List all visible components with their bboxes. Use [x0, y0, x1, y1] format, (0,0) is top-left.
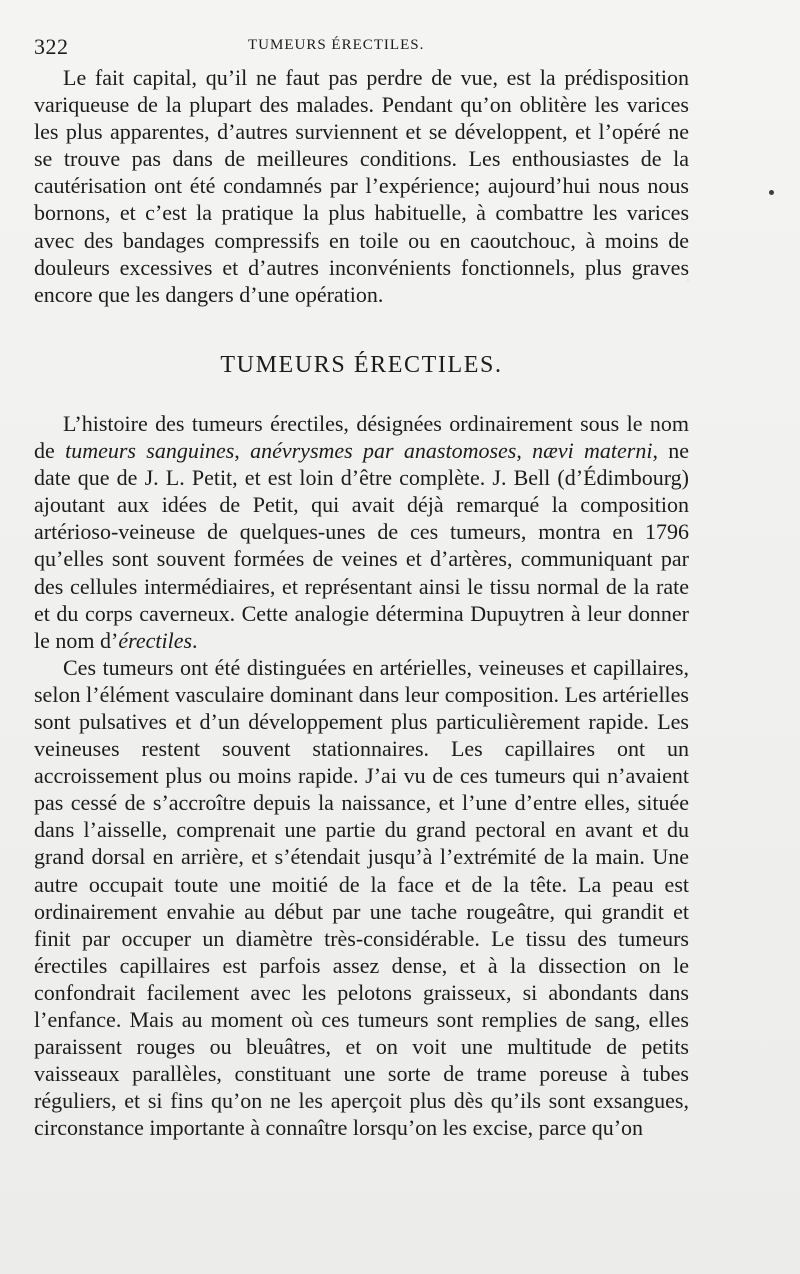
section-heading: TUMEURS ÉRECTILES. — [220, 351, 503, 378]
page-header — [34, 34, 716, 59]
history-text-part-4: , ne date que de J. L. Petit, et est loin d’être complète. J. Bell (d’Édimbourg) ajoutant aux idées de Petit, qui avait déjà remarqué la composition artérioso-veineuse de quelques-unes de ces tumeurs, montra en 1796 qu’elles sont souvent formées de veines et d’artères, communiquant par des cellules intermédiaires, et représentant ainsi le tissu normal de la rate et du corps caverneux. Cette analogie détermina Dupuytren à leur donner le nom d’ — [34, 438, 690, 653]
history-text-part-2: , — [234, 438, 251, 464]
page-number: 322 — [34, 34, 69, 59]
history-term-4: érectiles — [118, 627, 193, 653]
history-term-2: anévrysmes par anastomoses — [250, 438, 517, 464]
intro-paragraph: Le fait capital, qu’il ne faut pas perdre de vue, est la prédisposition variqueuse de la plupart des malades. Pendant qu’on oblitère les varices les plus apparentes, d’autres surviennent et se développent, et l’opéré ne se trouve pas dans de meilleures conditions. Les enthousiastes de la cautérisation ont été condamnés par l’expérience; aujourd’hui nous nous bornons, et c’est la pratique la plus habituelle, à combattre les varices avec des bandages compressifs en toile ou en caoutchouc, à moins de douleurs excessives et d’autres inconvénients fonctionnels, plus graves encore que les dangers d’une opération. — [34, 65, 689, 307]
history-term-3: nævi materni — [532, 438, 653, 464]
history-text-part-5: . — [192, 627, 198, 653]
margin-speck — [769, 190, 774, 195]
body-text — [34, 64, 689, 1141]
history-text-part-3: , — [516, 438, 533, 464]
classification-paragraph: Ces tumeurs ont été distinguées en artérielles, veineuses et capillaires, selon l’élément vasculaire dominant dans leur composition. Les artérielles sont pulsatives et d’un développement plus particulièrement rapide. Les veineuses restent souvent stationnaires. Les capillaires ont un accroissement plus ou moins rapide. J’ai vu de ces tumeurs qui n’avaient pas cessé de s’accroître depuis la naissance, et l’une d’entre elles, située dans l’aisselle, comprenait une partie du grand pectoral en avant et du grand dorsal en arrière, et s’étendait jusqu’à l’extrémité de la main. Une autre occupait toute une moitié de la face et de la tête. La peau est ordinairement envahie au début par une tache rougeâtre, qui grandit et finit par occuper un diamètre très-considérable. Le tissu des tumeurs érectiles capillaires est parfois assez dense, et à la dissection on le confondrait facilement avec les pelotons graisseux, si abondants dans l’enfance. Mais au moment où ces tumeurs sont remplies de sang, elles paraissent rouges ou bleuâtres, et on voit une multitude de petits vaisseaux parallèles, constituant une sorte de trame poreuse à tubes réguliers, et si fins qu’on ne les aperçoit plus dès qu’ils sont exsangues, circonstance importante à connaître lorsqu’on les excise, parce qu’on — [34, 654, 689, 1141]
history-paragraph — [34, 410, 689, 654]
running-title: TUMEURS ÉRECTILES. — [248, 37, 425, 53]
history-term-1: tumeurs sanguines — [65, 438, 235, 464]
history-text-part-1: L’histoire des tumeurs érectiles, désignées ordinairement sous le nom de — [34, 410, 689, 464]
